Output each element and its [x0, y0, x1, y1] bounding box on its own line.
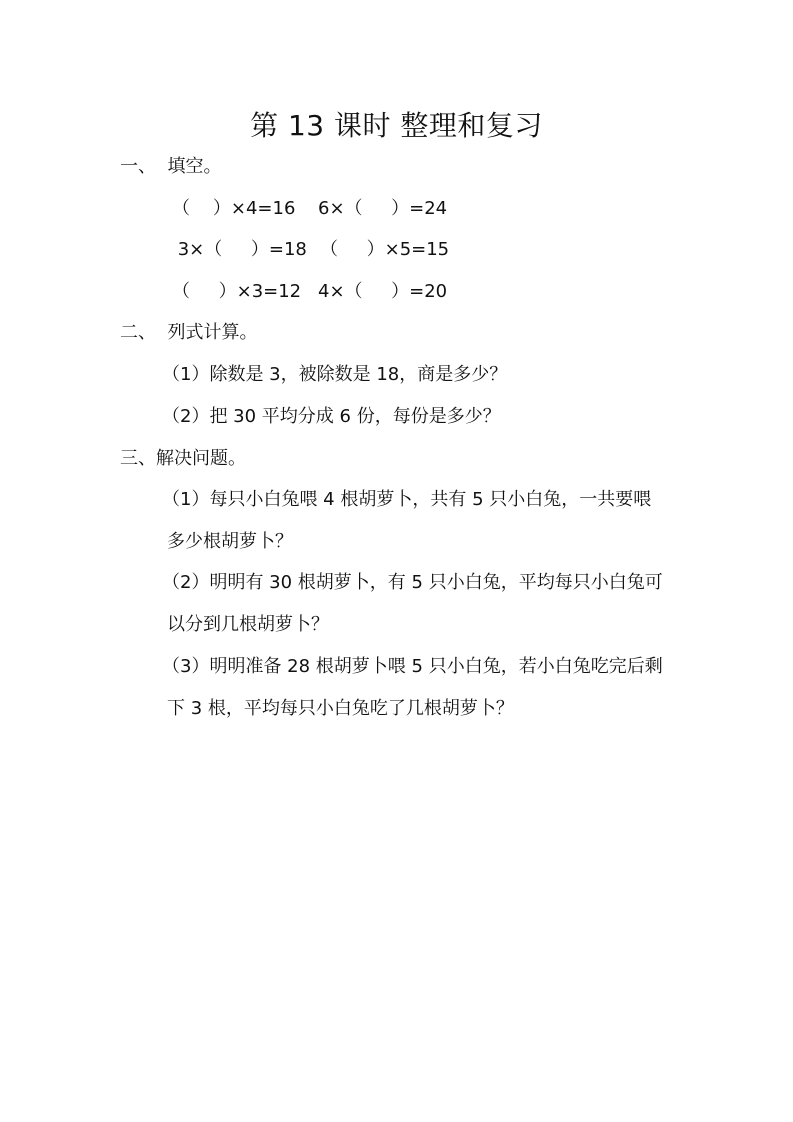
section-1-heading: 一、 填空。	[120, 156, 222, 177]
problem-3-line-2: 下 3 根，平均每只小白兔吃了几根胡萝卜？	[167, 698, 514, 719]
page-title: 第 13 课时 整理和复习	[250, 109, 543, 142]
fill-blank-1b: 6×（ ）=24	[318, 198, 448, 219]
calc-item-2: （2）把 30 平均分成 6 份，每份是多少？	[162, 406, 501, 427]
problem-1-line-2: 多少根胡萝卜？	[167, 531, 293, 552]
fill-blank-2b: （ ）×5=15	[320, 239, 450, 260]
fill-blank-2a: 3×（ ）=18	[172, 239, 307, 260]
section-2-heading: 二、 列式计算。	[120, 322, 258, 343]
section-3-heading: 三、解决问题。	[120, 448, 246, 469]
problem-2-line-2: 以分到几根胡萝卜？	[167, 614, 329, 635]
fill-blank-1a: （ ）×4=16	[172, 198, 296, 219]
calc-item-1: （1）除数是 3，被除数是 18，商是多少？	[162, 364, 508, 385]
problem-1-line-1: （1）每只小白兔喂 4 根胡萝卜，共有 5 只小白兔，一共要喂	[162, 489, 652, 510]
fill-blank-3a: （ ）×3=12	[172, 281, 302, 302]
problem-3-line-1: （3）明明准备 28 根胡萝卜喂 5 只小白兔，若小白兔吃完后剩	[162, 656, 663, 677]
fill-blank-3b: 4×（ ）=20	[318, 281, 448, 302]
problem-2-line-1: （2）明明有 30 根胡萝卜，有 5 只小白兔，平均每只小白兔可	[162, 572, 663, 593]
